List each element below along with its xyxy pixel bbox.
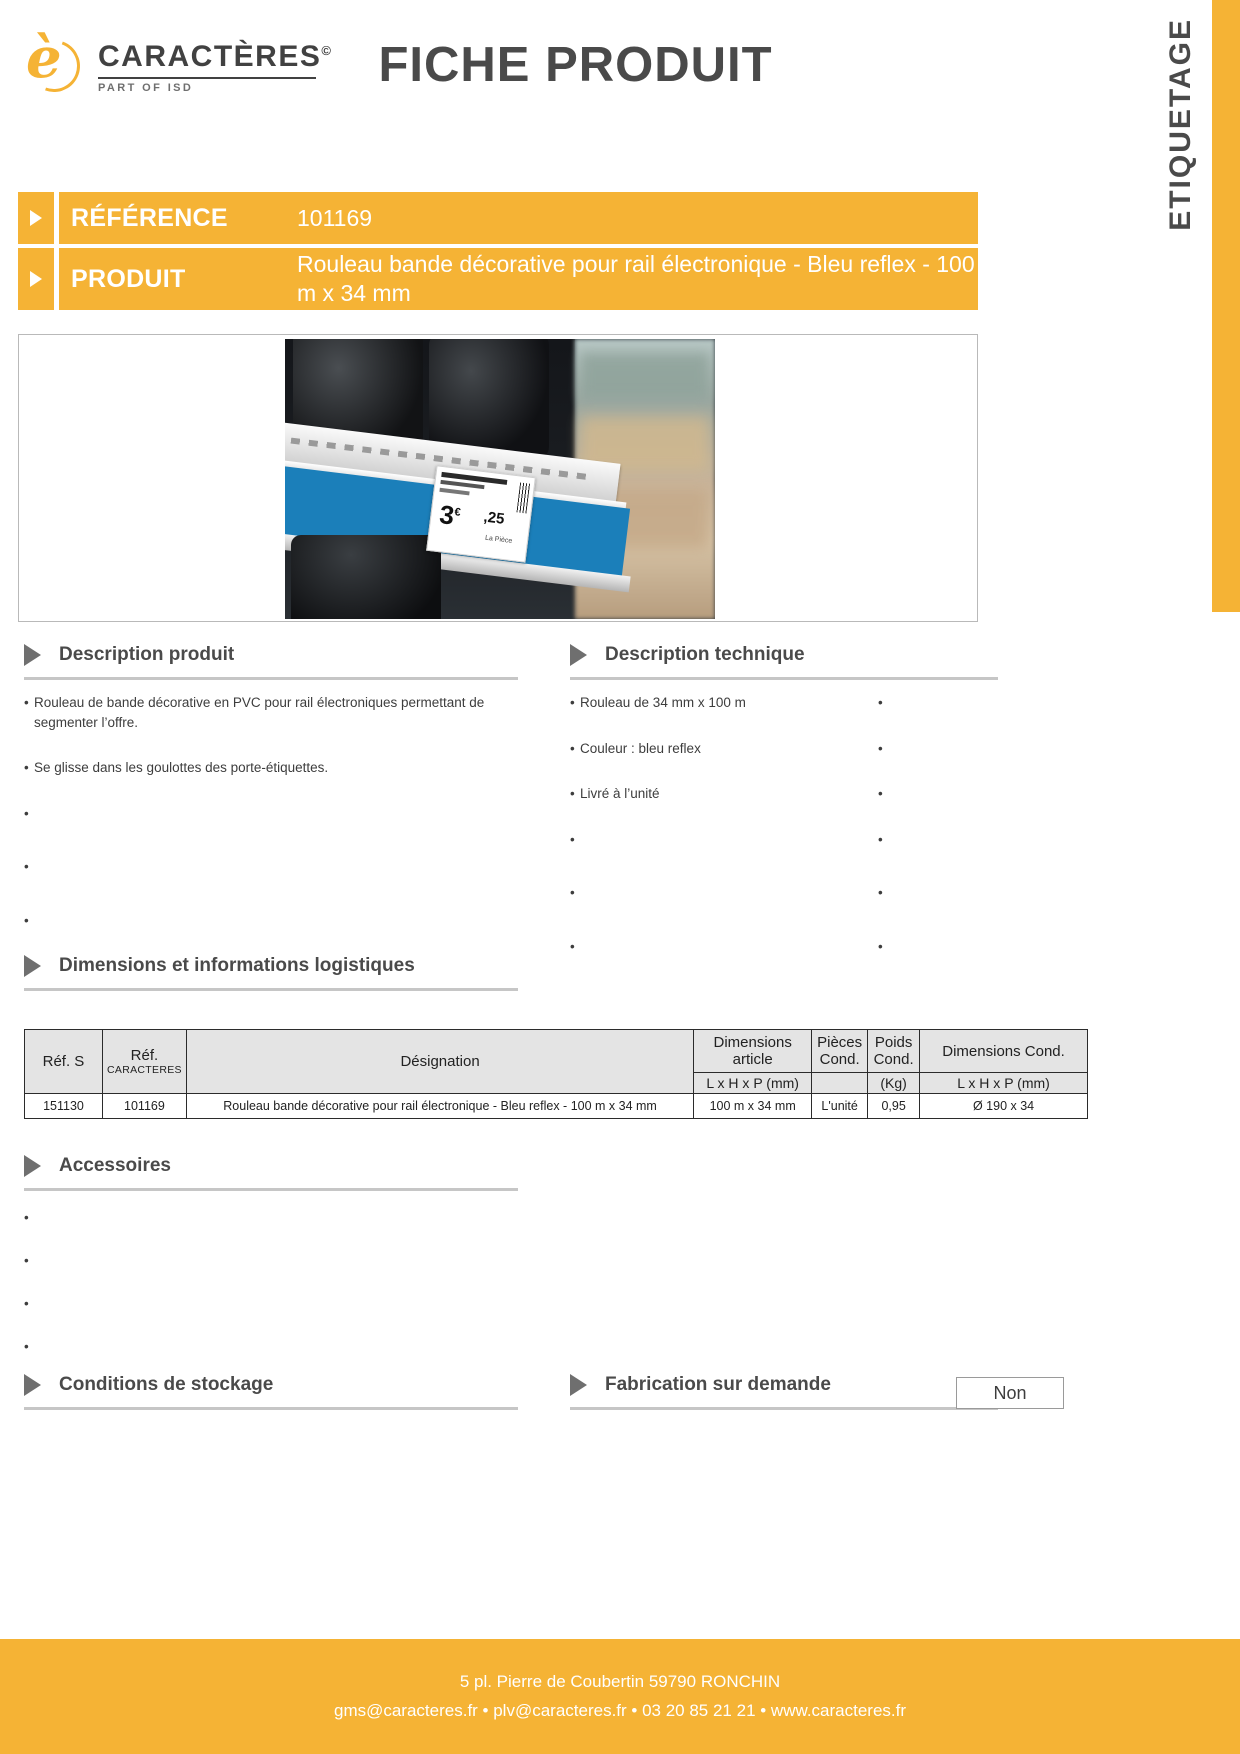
col-subheader-pieces: [812, 1073, 868, 1094]
col-header-ref-caracteres-bottom: CARACTERES: [107, 1064, 182, 1076]
col-header-pieces-bottom: Cond.: [819, 1051, 860, 1068]
col-header-poids-top: Poids: [874, 1034, 913, 1051]
section-arrow-icon: [570, 644, 587, 666]
fabrication-section-heading: [570, 1374, 998, 1410]
reference-product-bars: [18, 192, 978, 314]
list-item: [24, 804, 518, 824]
page-title: FICHE PRODUIT: [378, 38, 773, 92]
bullet-dot-icon: •: [24, 760, 29, 776]
product-photo: [285, 339, 715, 619]
electronic-shelf-label: [426, 465, 536, 563]
section-divider: [24, 988, 518, 991]
reference-label: RÉFÉRENCE: [71, 203, 228, 232]
list-item: [570, 883, 878, 903]
accessoires-list: [24, 1210, 518, 1382]
col-header-poids-bottom: Cond.: [873, 1051, 914, 1068]
stockage-section-heading: [24, 1374, 518, 1410]
esl-price-cents: ,25: [482, 508, 506, 528]
section-arrow-icon: [24, 1374, 41, 1396]
bullet-dot-icon: •: [878, 740, 883, 756]
logo-brand-name: [98, 40, 332, 74]
bullet-dot-icon: •: [24, 1210, 29, 1225]
list-item: • Rouleau de 34 mm x 100 m: [570, 693, 878, 713]
list-item: [878, 883, 998, 903]
bullet-dot-icon: •: [570, 786, 575, 802]
col-header-poids-cond: [868, 1030, 920, 1073]
logistics-title: Dimensions et informations logistiques: [59, 955, 415, 976]
col-subheader-poids: (Kg): [868, 1073, 920, 1094]
cell-dim-article: 100 m x 34 mm: [694, 1094, 812, 1119]
reference-value: 101169: [297, 204, 373, 231]
col-header-ref-caracteres-top: Réf.: [130, 1047, 159, 1064]
col-header-pieces-top: Pièces: [817, 1034, 863, 1051]
cell-designation: Rouleau bande décorative pour rail électronique - Bleu reflex - 100 m x 34 mm: [186, 1094, 693, 1119]
cell-ref-caracteres: 101169: [102, 1094, 186, 1119]
logo-text-block: [98, 36, 332, 94]
fabrication-title: Fabrication sur demande: [605, 1374, 831, 1395]
col-header-dim-article-bottom: article: [732, 1051, 773, 1068]
section-arrow-icon: [24, 1155, 41, 1177]
product-value: Rouleau bande décorative pour rail électronique - Bleu reflex - 100 m x 34 mm: [297, 251, 975, 306]
fabrication-value-box: Non: [956, 1377, 1064, 1409]
cell-dim-cond: Ø 190 x 34: [920, 1094, 1088, 1119]
esl-unit: La Pièce: [484, 534, 513, 545]
category-tab-bar: [1212, 0, 1240, 612]
category-tab-label-wrap: [1156, 18, 1206, 298]
list-item: [570, 937, 878, 957]
col-header-dim-article-top: Dimensions: [713, 1034, 792, 1051]
bullet-dot-icon: •: [24, 1253, 29, 1268]
description-technique-col1: [570, 693, 878, 990]
description-produit-section: [24, 644, 518, 964]
table-header-row: [25, 1030, 1088, 1073]
list-item: • Se glisse dans les goulottes des porte-étiquettes.: [24, 758, 518, 778]
bullet-dot-icon: •: [878, 885, 883, 901]
col-header-designation: Désignation: [186, 1030, 693, 1094]
cell-pieces-cond: L'unité: [812, 1094, 868, 1119]
stockage-title: Conditions de stockage: [59, 1374, 274, 1395]
list-item: [878, 739, 998, 759]
esl-price: 3€: [437, 499, 462, 531]
section-arrow-icon: [570, 1374, 587, 1396]
list-item: [24, 1210, 518, 1225]
product-bar: [18, 248, 978, 310]
table-row: [25, 1094, 1088, 1119]
section-arrow-icon: [24, 644, 41, 666]
product-image-frame: [18, 334, 978, 622]
footer-address: 5 pl. Pierre de Coubertin 59790 RONCHIN: [459, 1672, 781, 1692]
list-item: [24, 857, 518, 877]
accessoires-section-heading: [24, 1155, 518, 1191]
section-divider: [570, 677, 998, 680]
section-divider: [24, 677, 518, 680]
logo-e-circle-icon: [22, 25, 84, 96]
footer-contact: gms@caracteres.fr • plv@caracteres.fr • 03 20 85 21 21 • www.caracteres.fr: [333, 1700, 907, 1720]
brand-logo: [22, 25, 333, 96]
logo-copyright-symbol: ©: [321, 43, 333, 58]
list-item: [878, 830, 998, 850]
bullet-dot-icon: •: [878, 695, 883, 710]
logo-e-glyph: è: [26, 25, 62, 91]
description-technique-columns: [570, 693, 998, 990]
list-item: [570, 830, 878, 850]
section-divider: [570, 1407, 998, 1410]
bullet-dot-icon: •: [570, 740, 575, 756]
logistics-table: [24, 1029, 1088, 1119]
list-item: [24, 1339, 518, 1354]
description-technique-col2: [878, 693, 998, 990]
barcode-icon: [516, 483, 530, 514]
col-header-ref-caracteres: [102, 1030, 186, 1094]
col-header-pieces-cond: [812, 1030, 868, 1073]
list-item: [878, 784, 998, 804]
table-body: [25, 1094, 1088, 1119]
list-item: [24, 1296, 518, 1311]
description-produit-bullets: [24, 693, 518, 930]
logo-divider: [98, 77, 316, 79]
bullet-dot-icon: •: [570, 938, 575, 954]
bullet-dot-icon: •: [24, 859, 29, 875]
description-technique-title: Description technique: [605, 644, 805, 665]
list-item: • Livré à l’unité: [570, 784, 878, 804]
col-subheader-dim-cond: L x H x P (mm): [920, 1073, 1088, 1094]
col-header-dim-cond: Dimensions Cond.: [920, 1030, 1088, 1073]
bullet-dot-icon: •: [24, 805, 29, 821]
bullet-dot-icon: •: [24, 1296, 29, 1311]
bullet-dot-icon: •: [24, 695, 29, 710]
page-header: [0, 0, 1010, 130]
list-item: [24, 911, 518, 931]
category-tab-label: ETIQUETAGE: [1164, 18, 1197, 231]
table-header: [25, 1030, 1088, 1094]
bullet-dot-icon: •: [878, 831, 883, 847]
list-item: [878, 693, 998, 713]
list-item: • Rouleau de bande décorative en PVC pour rail électroniques permettant de segmenter l’offre.: [24, 693, 518, 732]
description-produit-title: Description produit: [59, 644, 235, 665]
col-header-ref-s: Réf. S: [25, 1030, 103, 1094]
logo-tagline: PART OF ISD: [98, 82, 194, 94]
bullet-dot-icon: •: [570, 885, 575, 901]
logistics-section-heading: [24, 955, 518, 991]
description-produit-heading: [24, 644, 518, 666]
bullet-dot-icon: •: [570, 831, 575, 847]
col-header-dim-article: [694, 1030, 812, 1073]
logo-brand-name-text: CARACTÈRES: [98, 40, 322, 73]
reference-arrow-icon: [18, 192, 54, 244]
bullet-dot-icon: •: [878, 786, 883, 802]
bullet-dot-icon: •: [24, 1339, 29, 1354]
list-item: • Couleur : bleu reflex: [570, 739, 878, 759]
bullet-dot-icon: •: [878, 938, 883, 954]
reference-bar: [18, 192, 978, 244]
product-label: PRODUIT: [71, 264, 186, 293]
section-divider: [24, 1407, 518, 1410]
bullet-dot-icon: •: [24, 912, 29, 928]
description-technique-section: [570, 644, 998, 990]
bullet-dot-icon: •: [570, 695, 575, 710]
description-technique-heading: [570, 644, 998, 666]
cell-ref-s: 151130: [25, 1094, 103, 1119]
section-arrow-icon: [24, 955, 41, 977]
list-item: [24, 1253, 518, 1268]
col-subheader-dim-article: L x H x P (mm): [694, 1073, 812, 1094]
section-divider: [24, 1188, 518, 1191]
accessoires-title: Accessoires: [59, 1155, 171, 1176]
page-footer: [0, 1639, 1240, 1754]
list-item: [878, 937, 998, 957]
product-arrow-icon: [18, 248, 54, 310]
cell-poids-cond: 0,95: [868, 1094, 920, 1119]
